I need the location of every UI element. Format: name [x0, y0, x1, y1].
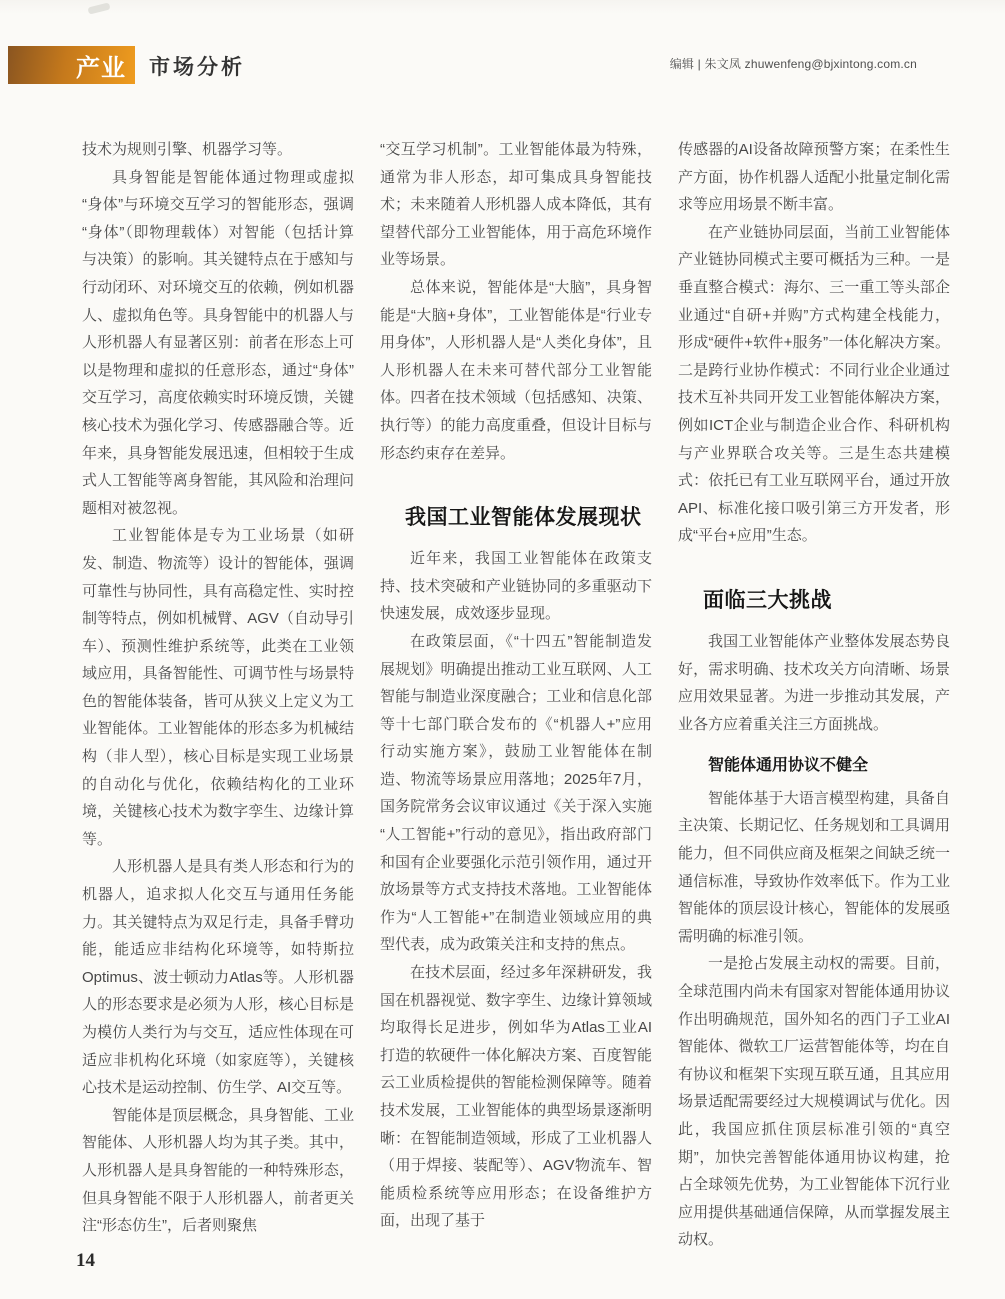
column-1 [82, 136, 354, 1248]
paragraph: 技术为规则引擎、机器学习等。 [82, 141, 293, 158]
paragraph: 具身智能是智能体通过物理或虚拟“身体”与环境交互学习的智能形态，强调“身体”（即物理载体）对智能（包括计算与决策）的影响。其关键特点在于感知与行动闭环、对环境交互的依赖，例如机器人、虚拟角色等。具身智能中的机器人与人形机器人有显著区别：前者在形态上可以是物理和虚拟的任意形态，通过“身体”交互学习，高度依赖实时环境反馈，关键核心技术为强化学习、传感器融合等。近年来，具身智能发展迅速，但相较于生成式人工智能等离身智能，其风险和治理问题相对被忽视。 [82, 168, 354, 517]
sub-heading: 智能体通用协议不健全 [708, 757, 869, 775]
page-number: 14 [76, 1250, 95, 1271]
paragraph: 智能体是顶层概念，具身智能、工业智能体、人形机器人均为其子类。其中，人形机器人是具身智能的一种特殊形态，但具身智能不限于人形机器人，前者更关注“形态仿生”，后者则聚焦 [82, 1106, 354, 1235]
paragraph: 我国工业智能体产业整体发展态势良好，需求明确、技术攻关方向清晰、场景应用效果显著。为进一步推动其发展，产业各方应着重关注三方面挑战。 [678, 632, 950, 733]
section-title: 市场分析 [149, 56, 245, 79]
paragraph: 人形机器人是具有类人形态和行为的机器人，追求拟人化交互与通用任务能力。其关键特点为双足行走，具备手臂功能，能适应非结构化环境等，如特斯拉Optimus、波士顿动力Atlas等。人形机器人的形态要求是必须为人形，核心目标是为模仿人类行为与交互，适应性体现在可适应非机构化环境（如家庭等），关键核心技术是运动控制、仿生学、AI交互等。 [82, 858, 354, 1097]
scan-artifact [87, 2, 110, 14]
paragraph: 在技术层面，经过多年深耕研发，我国在机器视觉、数字孪生、边缘计算领域均取得长足进步，例如华为Atlas工业AI打造的软硬件一体化解决方案、百度智能云工业质检提供的智能检测保障等。随着技术发展，工业智能体的典型场景逐渐明晰：在智能制造领域，形成了工业机器人（用于焊接、装配等）、AGV物流车、智能质检系统等应用形态；在设备维护方面，出现了基于 [380, 964, 652, 1230]
paragraph: 在政策层面，《“十四五”智能制造发展规划》明确提出推动工业互联网、人工智能与制造业深度融合；工业和信息化部等十七部门联合发布的《“机器人+”应用行动实施方案》，鼓励工业智能体在制造、物流等场景应用落地；2025年7月，国务院常务会议审议通过《关于深入实施“人工智能+”行动的意见》，指出政府部门和国有企业要强化示范引领作用，通过开放场景等方式支持技术落地。工业智能体作为“人工智能+”在制造业领域应用的典型代表，成为政策关注和支持的焦点。 [380, 632, 652, 954]
paragraph: 在产业链协同层面，当前工业智能体产业链协同模式主要可概括为三种。一是垂直整合模式：海尔、三一重工等头部企业通过“自研+并购”方式构建全栈能力，形成“硬件+软件+服务”一体化解决方案。二是跨行业协作模式：不同行业企业通过技术互补共同开发工业智能体解决方案，例如ICT企业与制造企业合作、科研机构与产业界联合攻关等。三是生态共建模式：依托已有工业互联网平台，通过开放API、标准化接口吸引第三方开发者，形成“平台+应用”生态。 [678, 223, 950, 545]
paragraph: 近年来，我国工业智能体在政策支持、技术突破和产业链协同的多重驱动下快速发展，成效逐步显现。 [380, 550, 652, 623]
section-heading: 面临三大挑战 [703, 588, 832, 612]
paragraph: “交互学习机制”。工业智能体最为特殊，通常为非人形态，却可集成具身智能技术；未来随着人形机器人成本降低，其有望替代部分工业智能体，用于高危环境作业等场景。 [380, 141, 652, 269]
section-heading: 我国工业智能体发展现状 [405, 506, 642, 530]
editor-credit: 编辑 | 朱文凤 zhuwenfeng@bjxintong.com.cn [669, 57, 917, 71]
paragraph: 一是抢占发展主动权的需要。目前，全球范围内尚未有国家对智能体通用协议作出明确规范，国外知名的西门子工业AI智能体、微软工厂运营智能体等，均在自有协议和框架下实现互联互通，且其应用场景适配需要经过大规模调试与优化。因此，我国应抓住顶层标准引领的“真空期”，加快完善智能体通用协议构建，抢占全球领先优势，为工业智能体下沉行业应用提供基础通信保障，从而掌握发展主动权。 [678, 955, 950, 1248]
category-badge [8, 46, 135, 84]
column-2 [380, 136, 652, 1248]
column-3 [678, 136, 950, 1248]
paragraph: 智能体基于大语言模型构建，具备自主决策、长期记忆、任务规划和工具调用能力，但不同供应商及框架之间缺乏统一通信标准，导致协作效率低下。作为工业智能体的顶层设计核心，智能体的发展亟需明确的标准引领。 [678, 789, 950, 945]
paragraph: 传感器的AI设备故障预警方案；在柔性生产方面，协作机器人适配小批量定制化需求等应用场景不断丰富。 [678, 141, 950, 214]
paragraph: 工业智能体是专为工业场景（如研发、制造、物流等）设计的智能体，强调可靠性与协同性，具有高稳定性、实时控制等特点，例如机械臂、AGV（自动导引车）、预测性维护系统等，此类在工业领域应用，具备智能性、可调节性与场景特色的智能体装备，皆可从狭义上定义为工业智能体。工业智能体的形态多为机械结构（非人型），核心目标是实现工业场景的自动化与优化，依赖结构化的工业环境，关键核心技术为数字孪生、边缘计算等。 [82, 527, 354, 848]
article-columns [82, 136, 950, 1248]
paragraph: 总体来说，智能体是“大脑”，具身智能是“大脑+身体”，工业智能体是“行业专用身体”，人形机器人是“人类化身体”，且人形机器人在未来可替代部分工业智能体。四者在技术领域（包括感知、决策、执行等）的能力高度重叠，但设计目标与形态约束存在差异。 [380, 278, 652, 462]
category-badge-label: 产业 [76, 54, 126, 82]
